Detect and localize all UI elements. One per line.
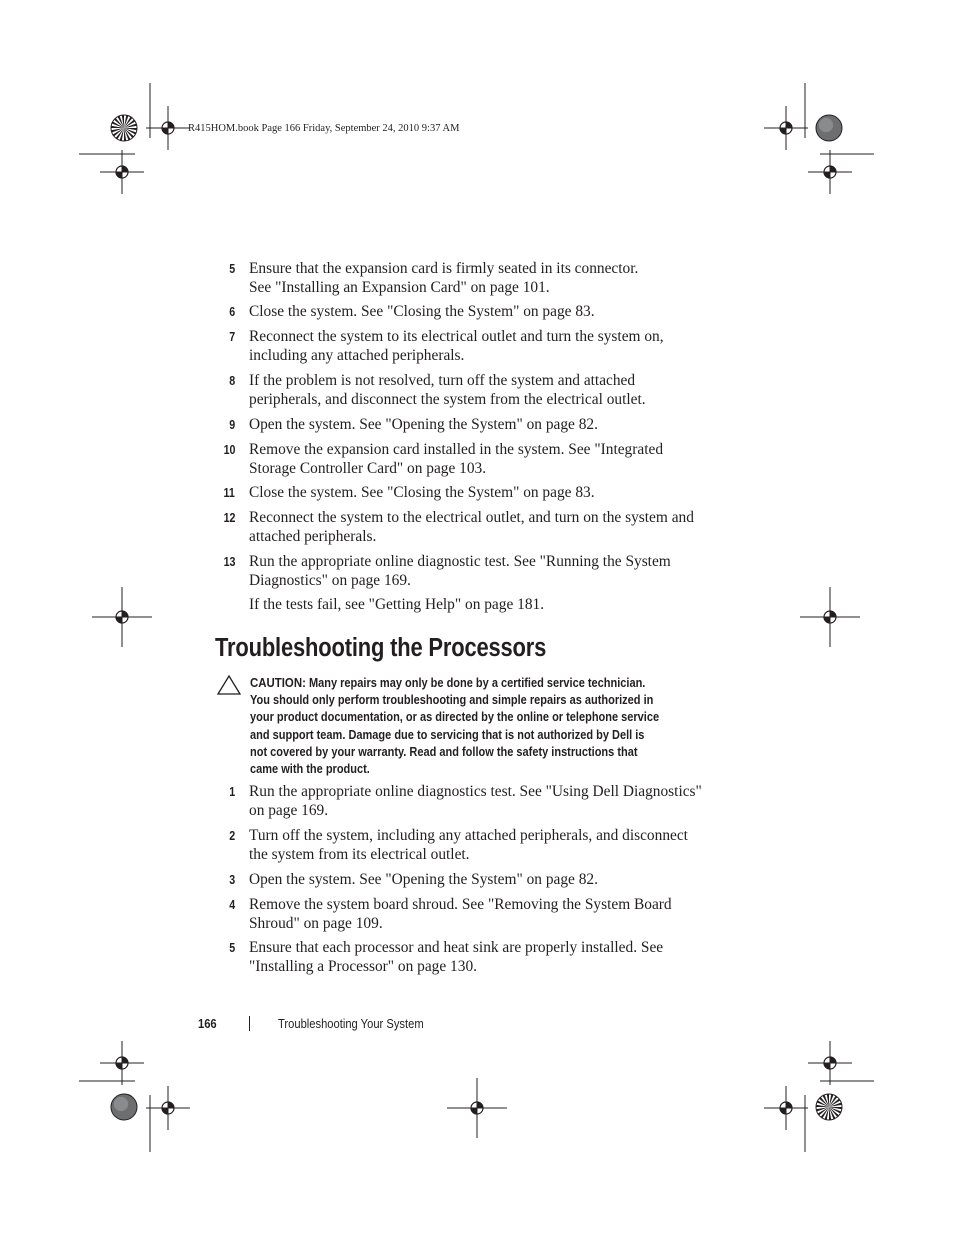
step-line: Diagnostics" on page 169. [249,572,411,589]
step-number: 10 [223,442,235,457]
step-text [249,483,719,502]
step-line: Remove the expansion card installed in the system. See "Integrated [249,441,664,458]
step-text [249,870,719,889]
step-number: 7 [229,329,235,344]
step-text [249,552,719,590]
step-number: 1 [229,784,235,799]
step-number: 2 [229,828,235,843]
step-text [249,327,719,365]
caution-line: not covered by your warranty. Read and follow the safety instructions that [250,743,638,759]
sunburst-target-icon [816,1094,842,1120]
step-line: Open the system. See "Opening the System" on page 82. [249,871,598,888]
crosshair-registration-icon [100,150,144,194]
crosshair-registration-icon [764,106,808,150]
step-line: Run the appropriate online diagnostic test. See "Running the System [249,553,671,570]
step-line: attached peripherals. [249,528,377,545]
step-number: 6 [229,304,235,319]
caution-line: and support team. Damage due to servicing that is not authorized by Dell is [250,726,645,742]
step-number: 5 [229,940,235,955]
step-line: Ensure that the expansion card is firmly seated in its connector. [249,260,639,277]
step-line: Close the system. See "Closing the System" on page 83. [249,484,595,501]
step-line: See "Installing an Expansion Card" on page 101. [249,279,550,296]
step-line: Open the system. See "Opening the System" on page 82. [249,416,598,433]
step-line: on page 169. [249,802,329,819]
step-line: "Installing a Processor" on page 130. [249,958,477,975]
crosshair-registration-icon [100,1041,144,1085]
step-text [249,371,719,409]
step-text [249,782,719,820]
step-text [249,440,719,478]
step-line: peripherals, and disconnect the system from the electrical outlet. [249,391,646,408]
page-number: 166 [198,1016,217,1031]
step-text [249,826,719,864]
step-text [249,259,719,297]
crosshair-registration-icon [92,587,152,647]
step-line: including any attached peripherals. [249,347,465,364]
step-text [249,938,719,976]
footer-section-title: Troubleshooting Your System [278,1016,424,1031]
crosshair-registration-icon [146,1086,190,1130]
step-line: Reconnect the system to the electrical outlet, and turn on the system and [249,509,694,526]
section-heading: Troubleshooting the Processors [215,634,547,662]
caution-notice [250,674,732,777]
tests-fail-note: If the tests fail, see "Getting Help" on page 181. [249,596,545,613]
gray-registration-dot-icon [111,1094,137,1120]
gray-registration-dot-icon [816,115,842,141]
caution-line: Many repairs may only be done by a certified service technician. [308,675,646,690]
step-number: 5 [229,261,235,276]
caution-line: your product documentation, or as directed by the online or telephone service [250,709,660,725]
step-line: Close the system. See "Closing the System" on page 83. [249,303,595,320]
caution-line: You should only perform troubleshooting and simple repairs as authorized in [250,692,654,708]
step-line: Run the appropriate online diagnostics test. See "Using Dell Diagnostics" [249,783,702,800]
caution-label: CAUTION: [250,675,306,690]
caution-line: came with the product. [250,761,370,777]
step-number: 12 [223,510,235,525]
step-text [249,415,719,434]
step-line: Ensure that each processor and heat sink are properly installed. See [249,939,664,956]
step-line: Remove the system board shroud. See "Removing the System Board [249,896,672,913]
step-number: 11 [223,485,235,500]
step-number: 13 [223,554,235,569]
step-number: 8 [229,373,235,388]
step-text [249,302,719,321]
step-number: 3 [229,872,235,887]
step-number: 4 [229,897,235,912]
print-header: R415HOM.book Page 166 Friday, September 24, 2010 9:37 AM [188,123,460,134]
step-line: If the problem is not resolved, turn off the system and attached [249,372,636,389]
caution-triangle-icon [216,674,242,696]
crosshair-registration-icon [808,150,852,194]
step-line: Turn off the system, including any attached peripherals, and disconnect [249,827,688,844]
footer-divider [249,1016,250,1031]
crosshair-registration-icon [800,587,860,647]
step-line: the system from its electrical outlet. [249,846,470,863]
crosshair-registration-icon [146,106,190,150]
step-number: 9 [229,417,235,432]
crosshair-registration-icon [808,1041,852,1085]
step-line: Storage Controller Card" on page 103. [249,460,487,477]
crosshair-registration-icon [447,1078,507,1138]
sunburst-target-icon [111,115,137,141]
step-text [249,508,719,546]
step-text [249,895,719,933]
step-line: Shroud" on page 109. [249,915,383,932]
step-line: Reconnect the system to its electrical outlet and turn the system on, [249,328,664,345]
crosshair-registration-icon [764,1086,808,1130]
